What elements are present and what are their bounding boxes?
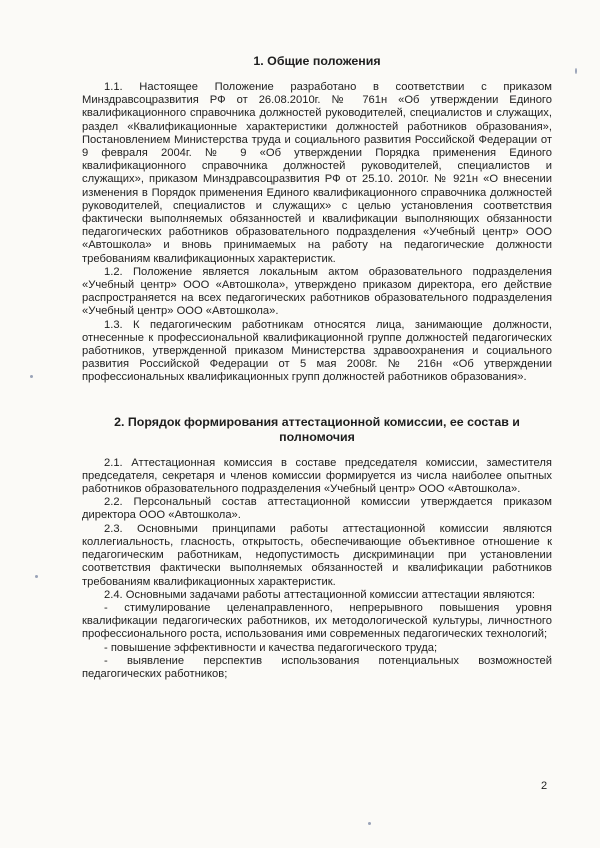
scan-speck (30, 375, 33, 378)
document-body (82, 54, 552, 681)
page-number: 2 (541, 780, 548, 792)
paragraph-2-3: 2.3. Основными принципами работы аттестационной комиссии являются коллегиальность, гласность, открытость, обеспечивающие объективное отношение к педагогическим работникам, недопустимость дискриминации при установлении соответствия фактически выполняемых обязанностей и квалификации работников требованиям квалификационных характеристик. (82, 522, 552, 588)
paragraph-2-4: 2.4. Основными задачами работы аттестационной комиссии аттестации являются: (104, 588, 536, 601)
paragraph-1-1: 1.1. Настоящее Положение разработано в соответствии с приказом Минздравсоцразвития РФ от 26.08.2010г. № 761н «Об утверждении Единого квалификационного справочника должностей руководителей, специалистов и служащих, раздел «Квалификационные характеристики должностей работников образования», Постановлением Министерства труда и социального развития Российской Федерации от 9 февраля 2004г. № 9 «Об утверждении Порядка применения Единого квалификационного справочника должностей руководителей, специалистов и служащих», приказом Минздравсоцразвития РФ от 25.10. 2010г. № 921н «О внесении изменения в Порядок применения Единого квалификационного справочника должностей руководителей, специалистов и служащих» с целью установления соответствия фактически выполняемых обязанностей и квалификации выполняющих обязанности педагогических работников образовательного подразделения «Учебный центр» ООО «Автошкола» и вновь принимаемых на работу на педагогические должности требованиям квалификационных характеристик. (82, 81, 552, 265)
scan-speck (368, 822, 371, 825)
scan-speck (575, 68, 577, 74)
paragraph-1-2: 1.2. Положение является локальным актом образовательного подразделения «Учебный центр» ООО «Автошкола», утверждено приказом директора, его действие распространяется на всех педагогических работников образовательного подразделения «Учебный центр» ООО «Автошкола». (82, 265, 552, 318)
section-2-heading: 2. Порядок формирования аттестационной комиссии, ее состав и полномочия (114, 414, 520, 444)
list-item: - выявление перспектив использования потенциальных возможностей педагогических работников; (82, 654, 552, 680)
paragraph-2-1: 2.1. Аттестационная комиссия в составе председателя комиссии, заместителя председателя, секретаря и членов комиссии формируется из числа наиболее опытных работников образовательного подразделения «Учебный центр» ООО «Автошкола». (82, 456, 552, 496)
list-item: - повышение эффективности и качества педагогического труда; (104, 641, 438, 654)
section-1-heading: 1. Общие положения (253, 54, 381, 68)
list-item: - стимулирование целенаправленного, непрерывного повышения уровня квалификации педагогических работников, их методологической культуры, личностного профессионального роста, использования ими современных педагогических технологий; (82, 601, 552, 641)
paragraph-1-3: 1.3. К педагогическим работникам относятся лица, занимающие должности, отнесенные к профессиональной квалификационной группе должностей педагогических работников, утвержденной приказом Министерства здравоохранения и социального развития Российской Федерации от 5 мая 2008г. № 216н «Об утверждении профессиональных квалификационных групп должностей работников образования». (82, 318, 552, 384)
scan-speck (35, 575, 38, 578)
paragraph-2-2: 2.2. Персональный состав аттестационной комиссии утверждается приказом директора ООО «Автошкола». (82, 496, 552, 522)
